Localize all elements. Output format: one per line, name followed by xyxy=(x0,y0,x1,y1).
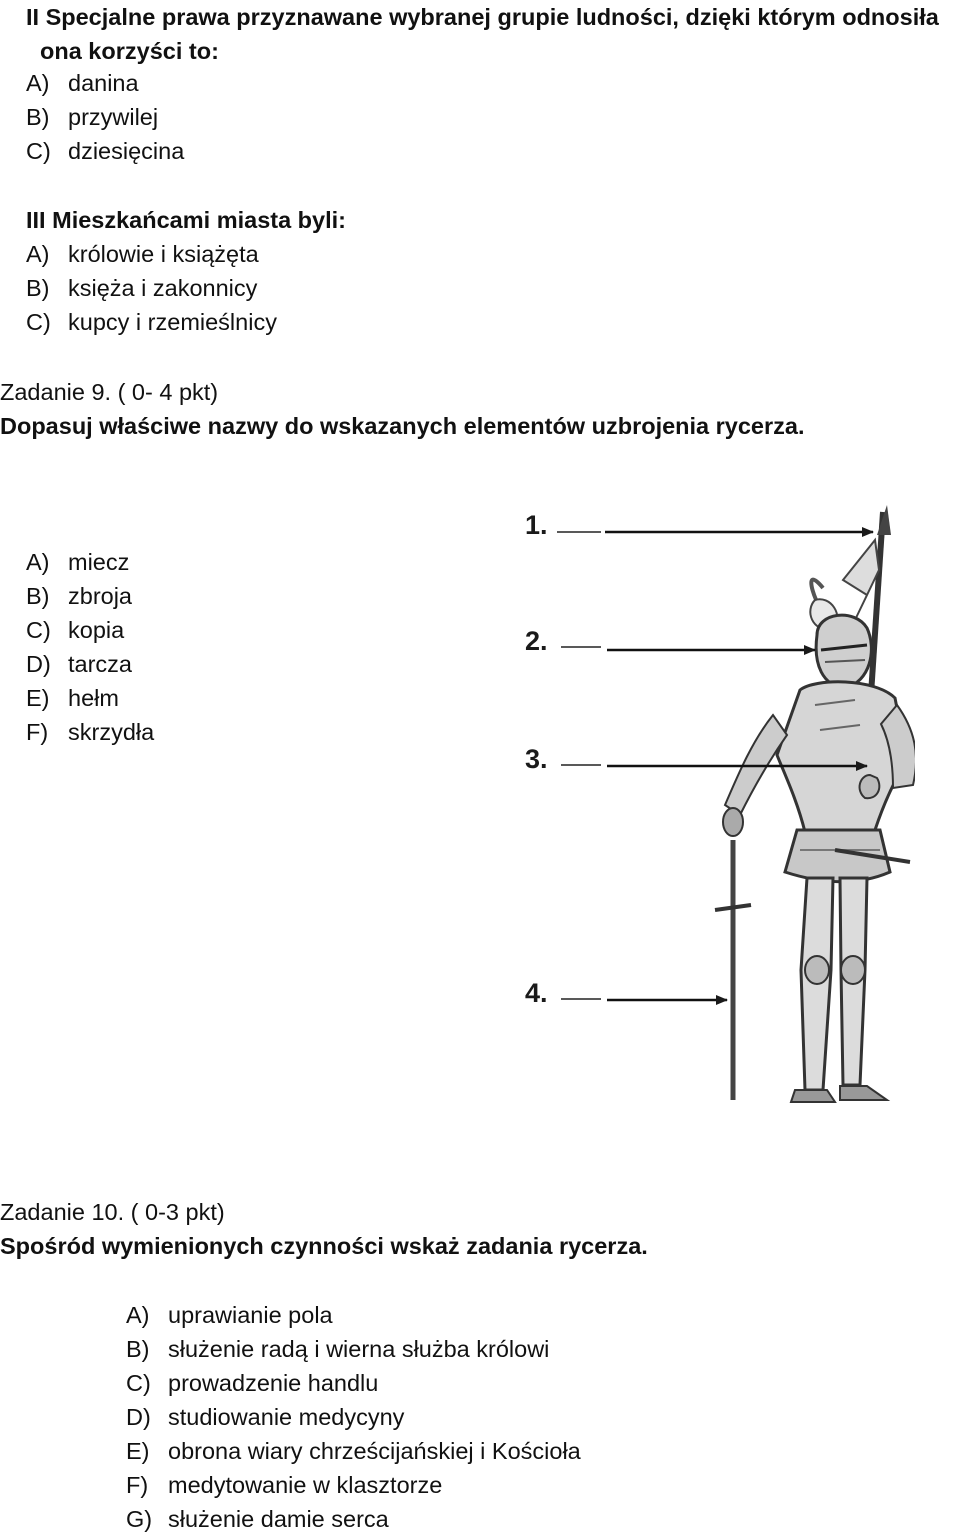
option-text: miecz xyxy=(68,549,130,575)
left-foot xyxy=(791,1090,835,1102)
task-10-option-a xyxy=(126,1300,333,1330)
option-text: skrzydła xyxy=(68,719,155,745)
right-foot xyxy=(840,1086,887,1100)
option-letter: C) xyxy=(126,1370,151,1396)
option-text: uprawianie pola xyxy=(168,1302,333,1328)
option-letter: G) xyxy=(126,1506,153,1532)
figure-label-2: 2. xyxy=(525,626,548,656)
gauntlet xyxy=(860,775,880,798)
option-letter: A) xyxy=(26,241,50,267)
task-10-option-f xyxy=(126,1470,442,1500)
task-10-header: Zadanie 10. ( 0-3 pkt) xyxy=(0,1199,225,1225)
task-10-option-c xyxy=(126,1368,378,1398)
option-text: medytowanie w klasztorze xyxy=(168,1472,443,1498)
option-letter: D) xyxy=(126,1404,151,1430)
option-text: tarcza xyxy=(68,651,132,677)
task-9-option-c xyxy=(26,615,124,645)
option-letter: B) xyxy=(26,104,50,130)
option-text: kupcy i rzemieślnicy xyxy=(68,309,277,335)
knight-figure xyxy=(515,500,915,1120)
task-10-instruction: Spośród wymienionych czynności wskaż zadania rycerza. xyxy=(0,1233,648,1259)
option-text: przywilej xyxy=(68,104,159,130)
figure-label-1: 1. xyxy=(525,510,548,540)
option-letter: E) xyxy=(26,685,50,711)
question-2-option-c xyxy=(26,136,184,166)
helmet xyxy=(816,615,871,688)
option-letter: C) xyxy=(26,138,51,164)
right-knee xyxy=(841,956,865,984)
option-text: hełm xyxy=(68,685,119,711)
option-text: obrona wiary chrześcijańskiej i Kościoła xyxy=(168,1438,581,1464)
lance-tip xyxy=(877,505,891,535)
option-text: królowie i książęta xyxy=(68,241,259,267)
option-letter: C) xyxy=(26,309,51,335)
figure-label-4: 4. xyxy=(525,978,548,1008)
task-9-header: Zadanie 9. ( 0- 4 pkt) xyxy=(0,379,219,405)
question-3-title: III Mieszkańcami miasta byli: xyxy=(26,207,346,233)
question-2-option-b xyxy=(26,102,158,132)
left-knee xyxy=(805,956,829,984)
option-text: księża i zakonnicy xyxy=(68,275,258,301)
option-letter: B) xyxy=(126,1336,150,1362)
task-10-option-d xyxy=(126,1402,404,1432)
task-9-option-f xyxy=(26,717,154,747)
option-letter: A) xyxy=(26,70,50,96)
task-9-option-d xyxy=(26,649,132,679)
task-9-option-a xyxy=(26,547,129,577)
question-3-option-c xyxy=(26,307,277,337)
option-text: studiowanie medycyny xyxy=(168,1404,405,1430)
lance-pennant xyxy=(843,540,879,620)
option-letter: F) xyxy=(126,1472,149,1498)
option-text: służenie damie serca xyxy=(168,1506,389,1532)
task-10-option-b xyxy=(126,1334,549,1364)
option-letter: A) xyxy=(126,1302,150,1328)
option-letter: C) xyxy=(26,617,51,643)
task-10-option-g xyxy=(126,1504,389,1534)
option-letter: B) xyxy=(26,275,50,301)
task-9-option-b xyxy=(26,581,132,611)
question-2-title-line1: II Specjalne prawa przyznawane wybranej grupie ludności, dzięki którym odnosiła xyxy=(26,4,939,30)
sword-crossguard xyxy=(715,905,751,910)
option-text: dziesięcina xyxy=(68,138,185,164)
breastplate xyxy=(777,682,907,832)
option-text: służenie radą i wierna służba królowi xyxy=(168,1336,550,1362)
question-2-title-line2: ona korzyści to: xyxy=(40,38,219,64)
option-text: prowadzenie handlu xyxy=(168,1370,379,1396)
question-2-option-a xyxy=(26,68,139,98)
option-letter: A) xyxy=(26,549,50,575)
task-10-option-e xyxy=(126,1436,581,1466)
option-letter: E) xyxy=(126,1438,150,1464)
option-letter: D) xyxy=(26,651,51,677)
task-9-option-e xyxy=(26,683,119,713)
figure-label-3: 3. xyxy=(525,744,548,774)
sword-hand xyxy=(723,808,743,836)
option-text: danina xyxy=(68,70,139,96)
option-text: zbroja xyxy=(68,583,133,609)
option-letter: B) xyxy=(26,583,50,609)
option-letter: F) xyxy=(26,719,49,745)
option-text: kopia xyxy=(68,617,125,643)
task-9-instruction: Dopasuj właściwe nazwy do wskazanych elementów uzbrojenia rycerza. xyxy=(0,413,805,439)
question-3-option-b xyxy=(26,273,257,303)
question-3-option-a xyxy=(26,239,259,269)
